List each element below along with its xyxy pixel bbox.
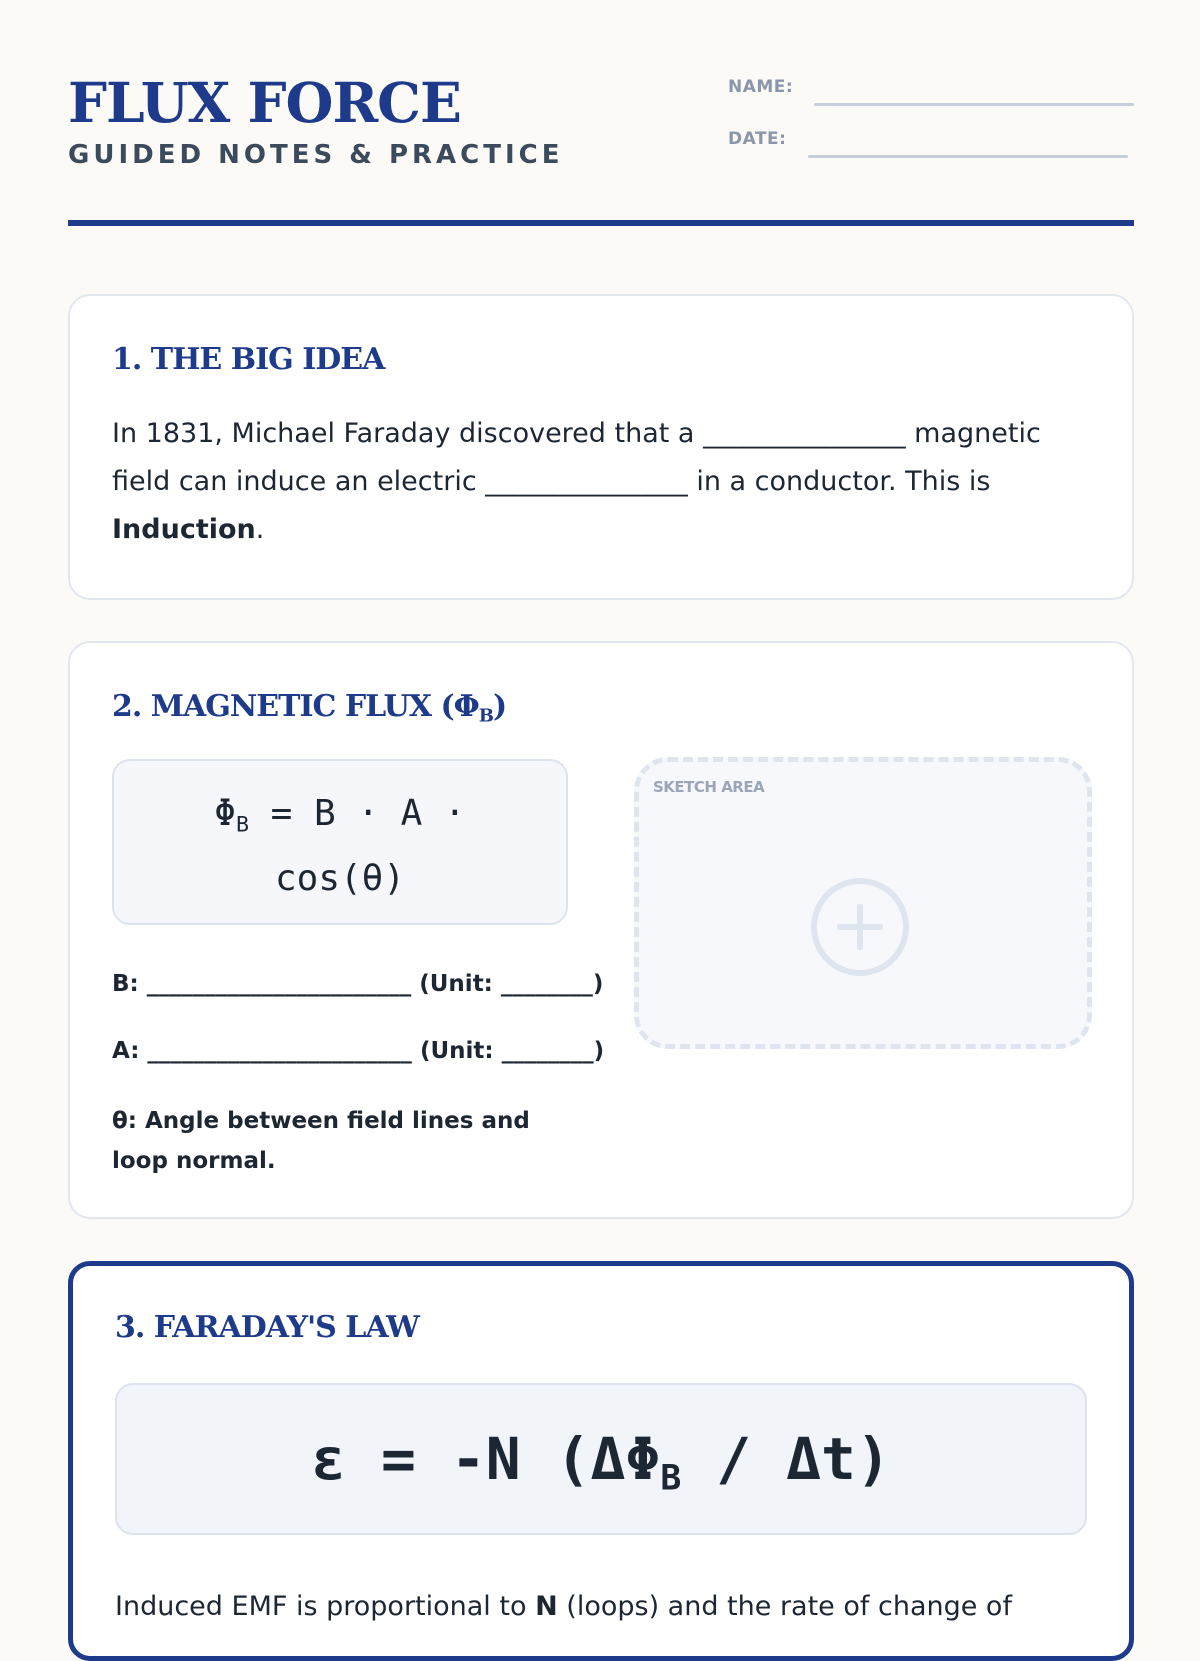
section-body-text bbox=[115, 1583, 1095, 1631]
title-subscript: B bbox=[478, 705, 494, 727]
fill-blank[interactable]: _______________ bbox=[485, 466, 688, 497]
text-fragment: Induced EMF is proportional to bbox=[115, 1591, 536, 1622]
page-title: FLUX FORCE bbox=[68, 70, 461, 135]
date-field[interactable] bbox=[808, 155, 1128, 158]
text-fragment: (loops) and the rate of change of bbox=[557, 1591, 1012, 1622]
fill-blank[interactable]: _______________ bbox=[703, 418, 906, 449]
bold-term: N bbox=[535, 1591, 558, 1622]
bold-term: Induction bbox=[112, 514, 256, 545]
formula-text: / Δt) bbox=[681, 1425, 891, 1493]
formula-symbol: Φ bbox=[214, 793, 236, 834]
bold-term: normal bbox=[175, 1148, 267, 1174]
faraday-formula-box bbox=[115, 1383, 1087, 1535]
formula-line-2: cos(θ) bbox=[274, 858, 406, 900]
text-fragment: . bbox=[255, 514, 265, 545]
flux-formula-box bbox=[112, 759, 568, 925]
formula-text: = B · A · bbox=[248, 793, 466, 834]
section-big-idea bbox=[68, 294, 1134, 600]
theta-definition bbox=[112, 1101, 552, 1181]
formula-text: ε = -N (ΔΦ bbox=[311, 1425, 661, 1493]
date-label: DATE: bbox=[728, 129, 787, 149]
text-fragment: In 1831, Michael Faraday discovered that a bbox=[112, 418, 704, 449]
plus-circle-icon[interactable] bbox=[811, 878, 909, 976]
text-fragment: θ: Angle between field lines and loop bbox=[112, 1108, 530, 1174]
formula-subscript: B bbox=[235, 812, 249, 838]
text-fragment: magnetic field can induce an electric bbox=[112, 418, 1041, 497]
text-fragment: in a conductor. This is bbox=[687, 466, 991, 497]
section-body-text bbox=[112, 410, 1072, 554]
b-variable-line[interactable]: B: _______________________ (Unit: ________) bbox=[112, 971, 604, 997]
worksheet-header bbox=[68, 0, 1134, 228]
section-title: 3. FARADAY'S LAW bbox=[115, 1310, 419, 1345]
text-fragment: . bbox=[266, 1148, 276, 1174]
section-magnetic-flux bbox=[68, 641, 1134, 1219]
header-divider bbox=[68, 220, 1134, 226]
name-label: NAME: bbox=[728, 77, 794, 97]
title-text: 2. MAGNETIC FLUX (Φ bbox=[112, 689, 479, 724]
name-field[interactable] bbox=[814, 103, 1134, 106]
formula-subscript: B bbox=[660, 1458, 682, 1499]
section-faradays-law bbox=[68, 1261, 1134, 1661]
a-variable-line[interactable]: A: _______________________ (Unit: ________) bbox=[112, 1038, 605, 1064]
sketch-area[interactable] bbox=[634, 757, 1092, 1049]
section-title: 1. THE BIG IDEA bbox=[112, 342, 385, 377]
sketch-area-label: SKETCH AREA bbox=[653, 778, 765, 796]
title-text: ) bbox=[493, 689, 507, 724]
formula-line-1 bbox=[114, 787, 566, 852]
section-title bbox=[112, 689, 506, 726]
page-subtitle: GUIDED NOTES & PRACTICE bbox=[68, 140, 564, 170]
